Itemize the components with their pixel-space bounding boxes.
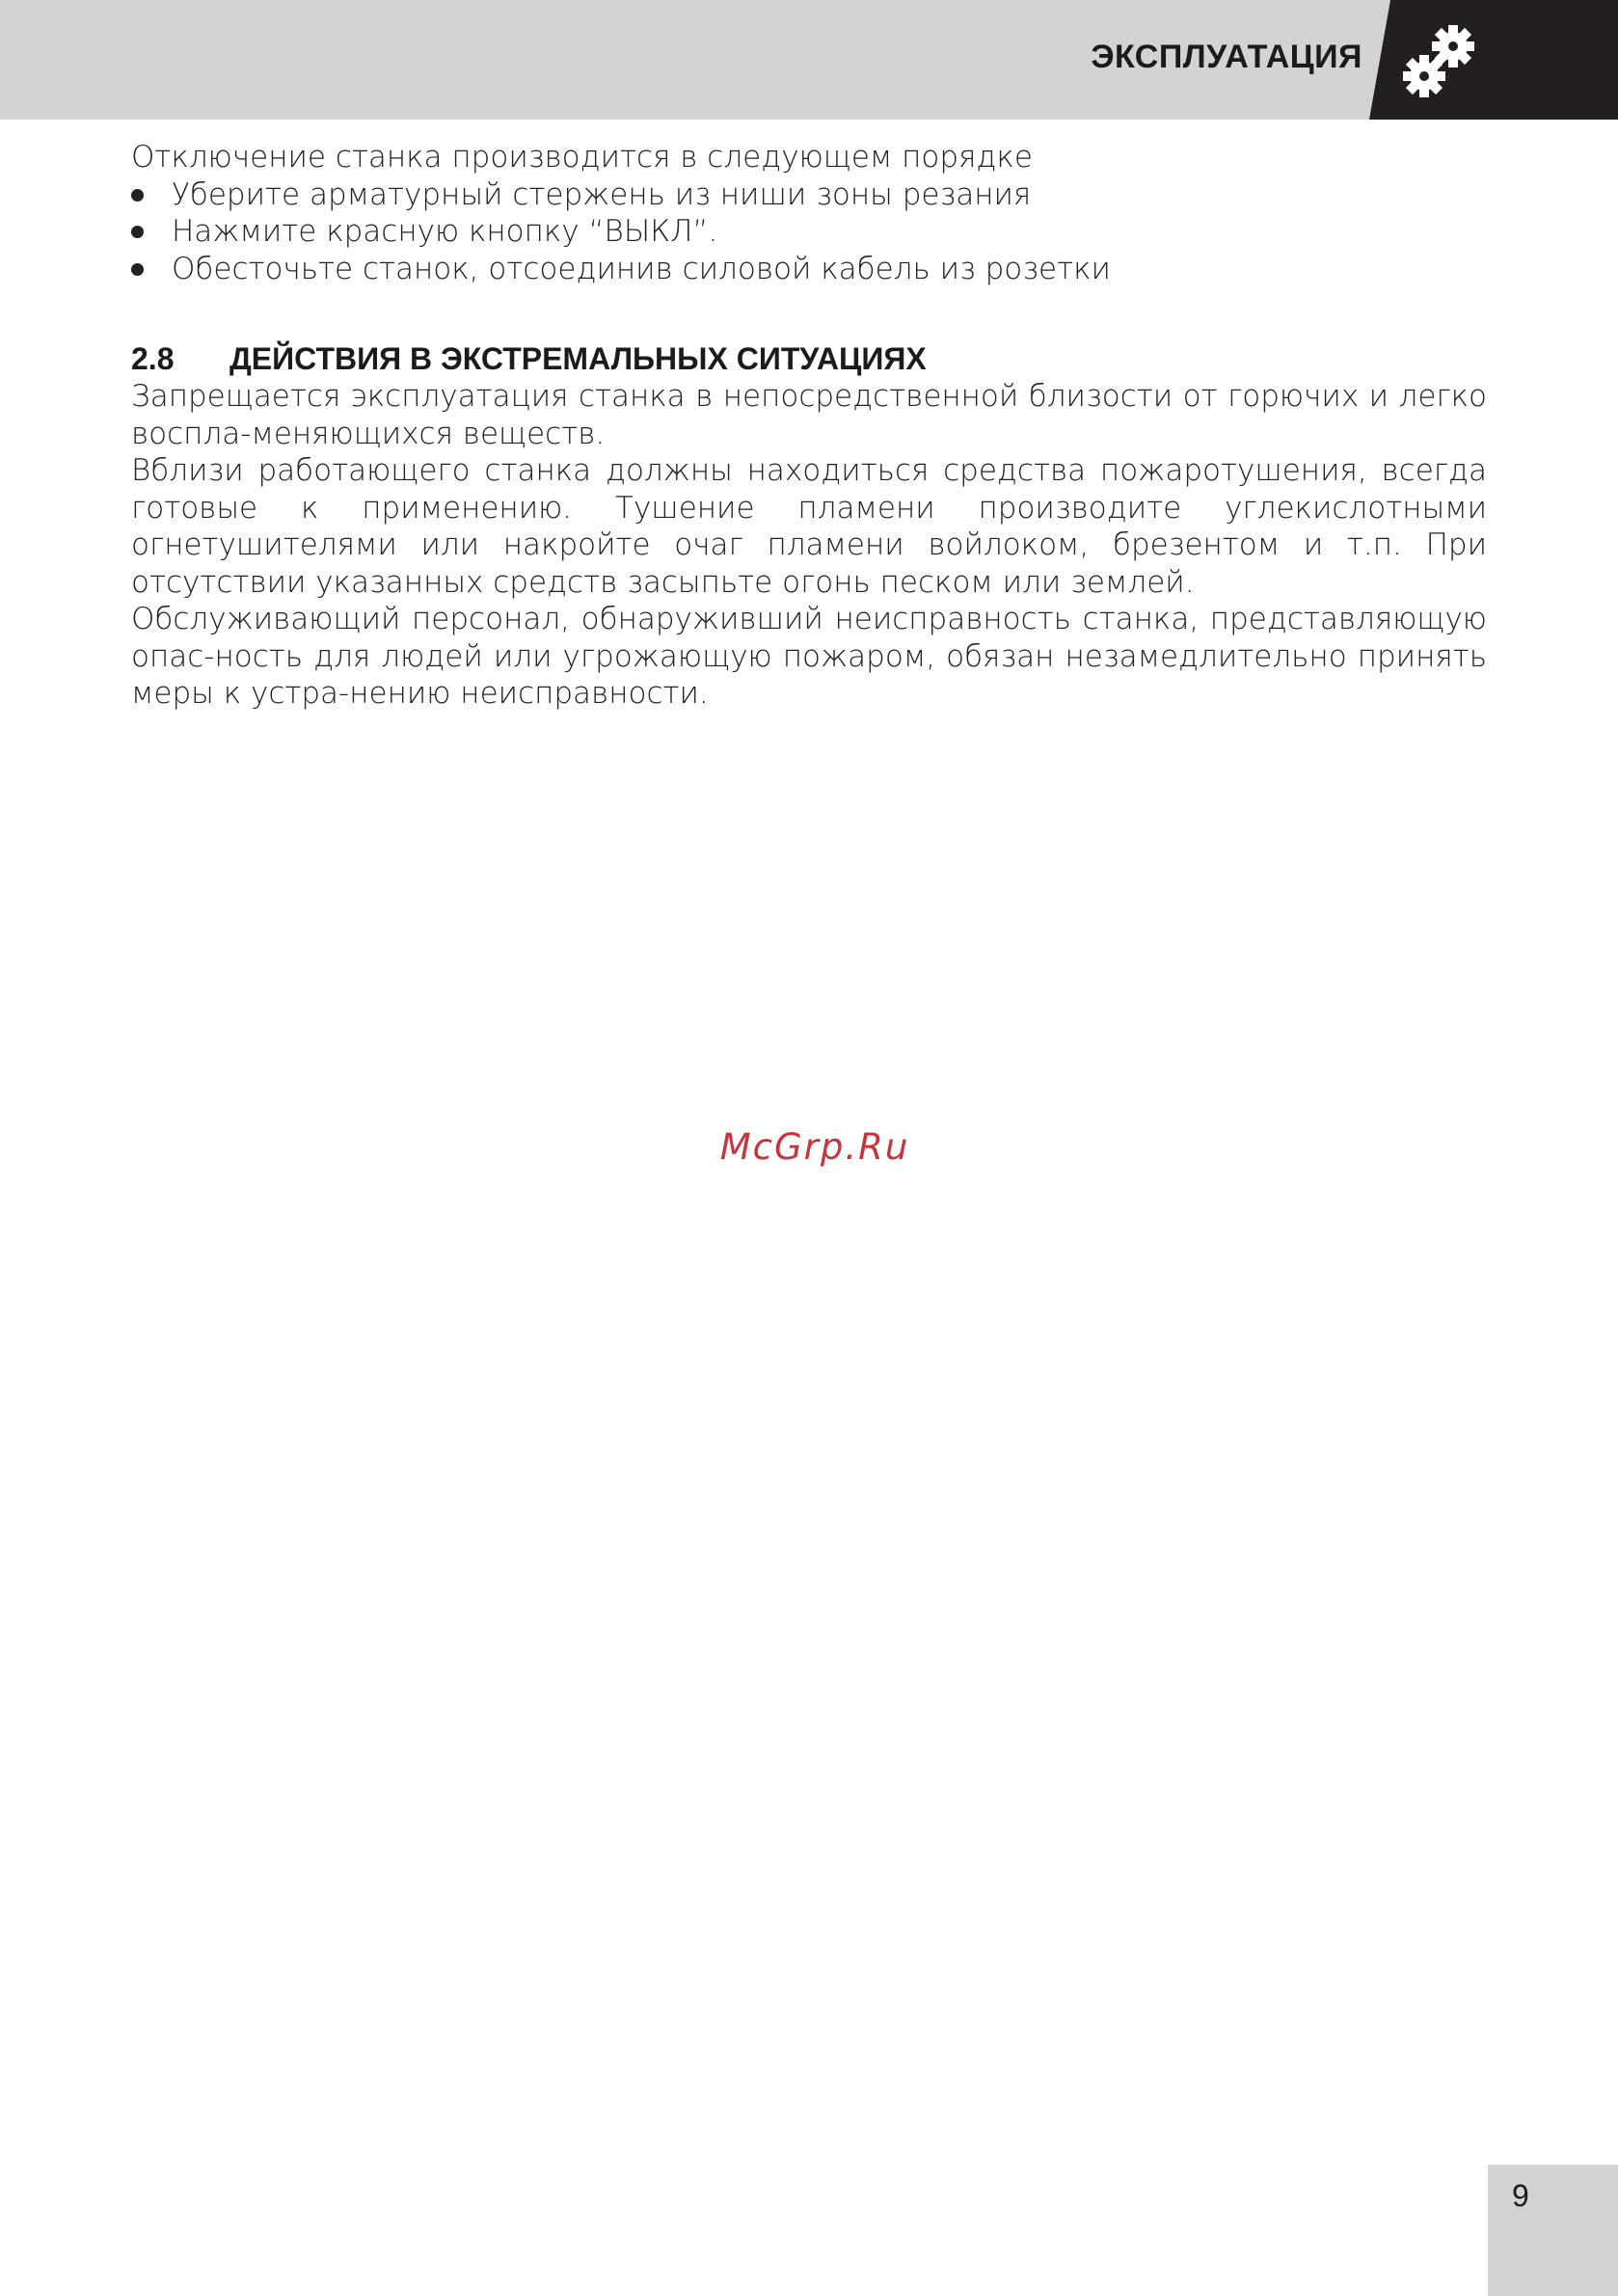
bullet-icon <box>131 263 144 276</box>
list-item <box>131 213 1487 251</box>
list-item-text: Нажмите красную кнопку “ВЫКЛ”. <box>172 214 718 249</box>
section-heading <box>131 339 1487 378</box>
paragraph: Вблизи работающего станка должны находиться средства пожаротушения, всегда готовые к применению. Тушение пламени производите углекислотными огнетушителями или накройте очаг пламени войлоком, брезентом и т.п. При отсутствии указанных средств засыпьте огонь песком или землей. <box>131 453 1487 600</box>
paragraph: Запрещается эксплуатация станка в непосредственной близости от горючих и легко воспла-меняющихся веществ. <box>131 379 1487 451</box>
page-number-box <box>1488 2165 1618 2296</box>
list-item <box>131 251 1487 288</box>
list-item <box>131 176 1487 214</box>
paragraph: Обслуживающий персонал, обнаруживший неисправность станка, представляющую опас-ность для людей или угрожающую пожаром, обязан незамедлительно принять меры к устра-нению неисправности. <box>131 602 1487 711</box>
page-number: 9 <box>1512 2178 1529 2213</box>
list-item-text: Обесточьте станок, отсоединив силовой кабель из розетки <box>172 251 1111 286</box>
shutdown-steps-list <box>131 176 1487 288</box>
list-item-text: Уберите арматурный стержень из ниши зоны резания <box>172 176 1032 212</box>
shutdown-intro: Отключение станка производится в следующем порядке <box>131 140 1033 175</box>
bullet-icon <box>131 226 144 238</box>
watermark: McGrp.Ru <box>719 1126 910 1168</box>
header-title: ЭКСПЛУАТАЦИЯ <box>1091 39 1362 75</box>
section-number: 2.8 <box>131 341 175 376</box>
gears-icon <box>1396 17 1483 104</box>
bullet-icon <box>131 189 144 202</box>
main-content <box>131 139 1487 713</box>
section-title: ДЕЙСТВИЯ В ЭКСТРЕМАЛЬНЫХ СИТУАЦИЯХ <box>229 341 927 376</box>
